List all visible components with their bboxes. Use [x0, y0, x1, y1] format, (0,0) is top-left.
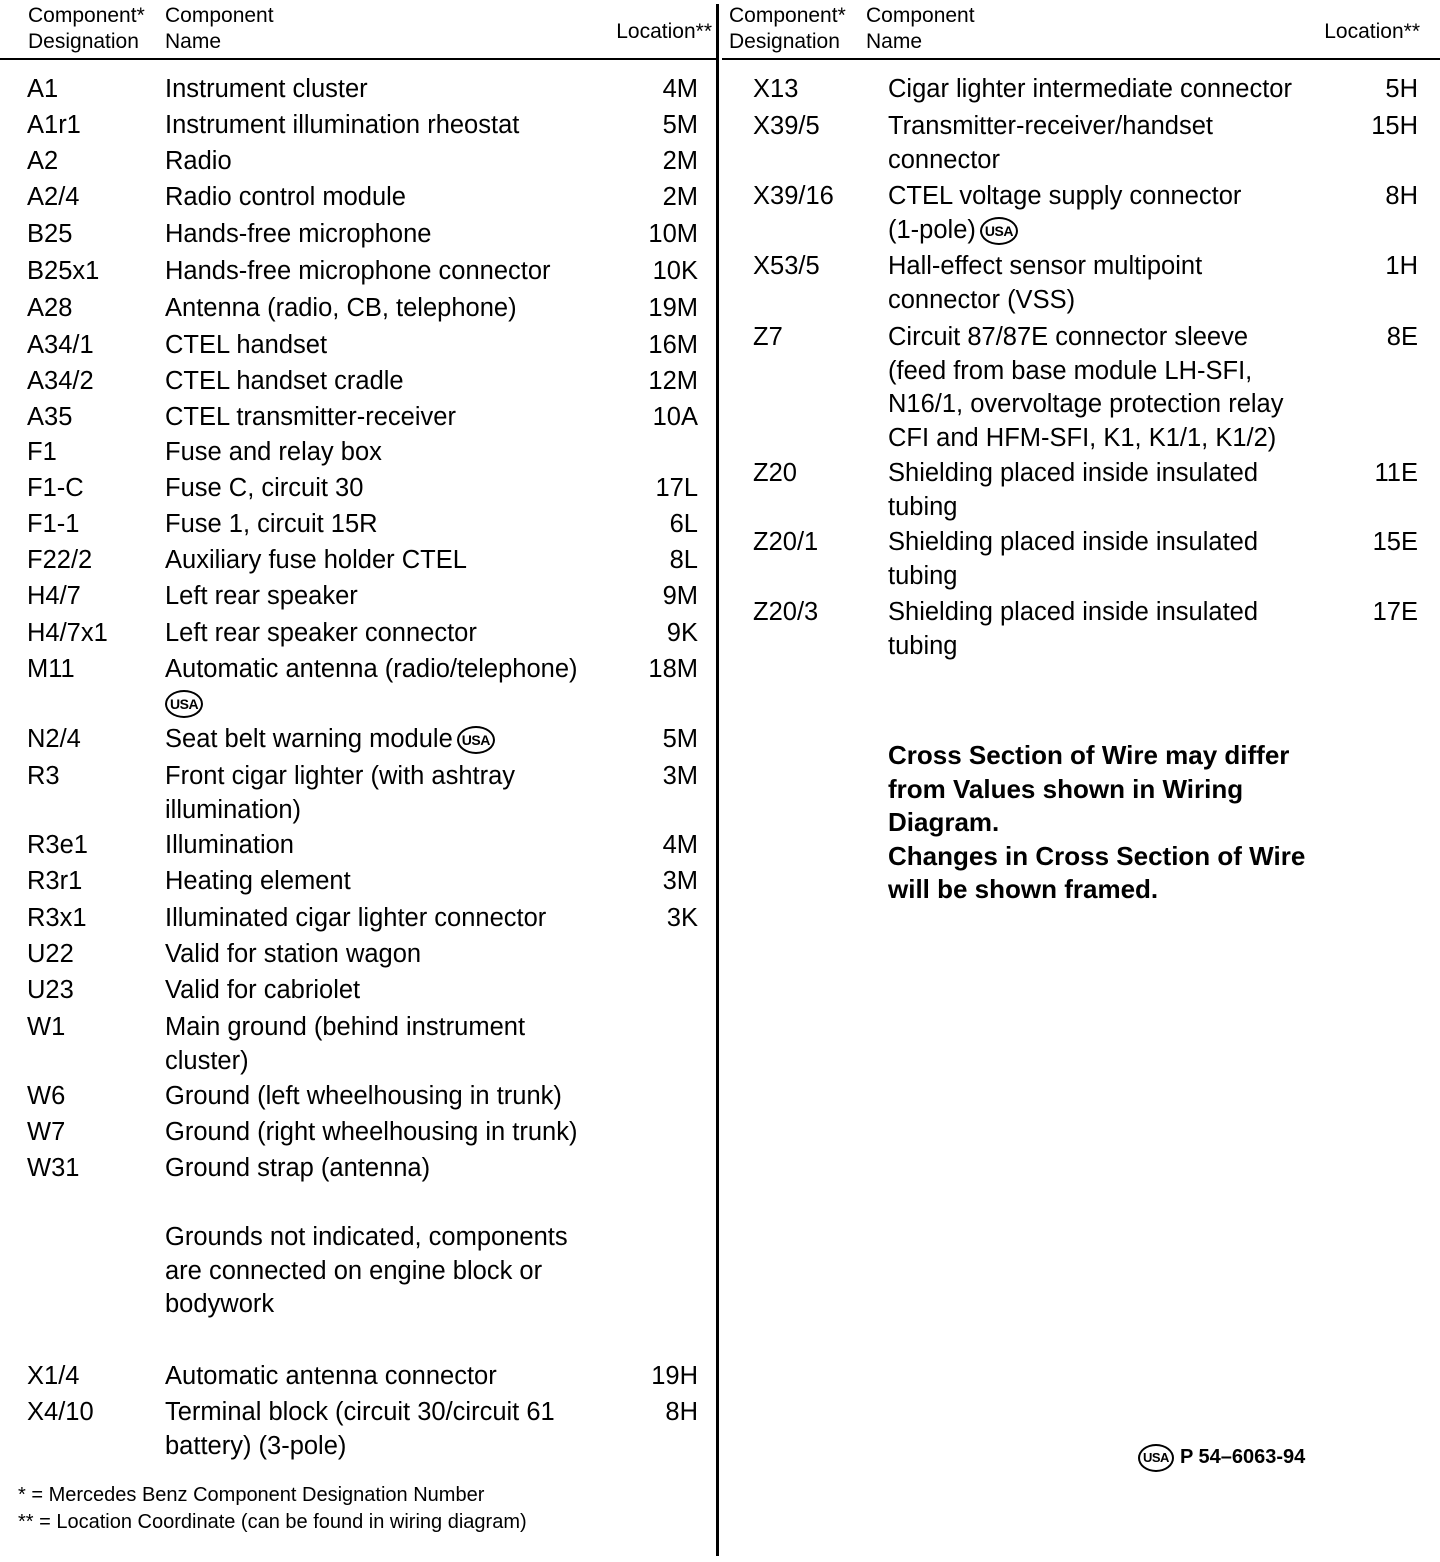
- component-name-line: Hall-effect sensor multipoint: [888, 252, 1203, 280]
- component-name: [165, 436, 382, 470]
- component-designation: M11: [27, 655, 75, 683]
- component-name: [165, 580, 358, 614]
- component-name: [165, 1221, 568, 1322]
- component-name: [165, 472, 363, 506]
- header-name: Component Name: [866, 4, 975, 53]
- component-name-line: are connected on engine block or: [165, 1256, 543, 1285]
- component-designation: W6: [27, 1082, 66, 1110]
- right-column: [722, 0, 1440, 660]
- component-name: [165, 974, 360, 1008]
- component-location: 12M: [648, 367, 698, 395]
- component-name-line: tubing: [888, 561, 958, 590]
- footnote-location: ** = Location Coordinate (can be found in wiring diagram): [18, 1511, 527, 1533]
- component-location: 8H: [665, 1398, 698, 1426]
- component-name-line: Cigar lighter intermediate connector: [888, 75, 1292, 103]
- component-location: 2M: [662, 147, 698, 175]
- component-name-line: Circuit 87/87E connector sleeve: [888, 323, 1249, 351]
- component-location: 2M: [662, 183, 698, 211]
- component-designation: A1r1: [27, 111, 81, 139]
- component-designation: R3e1: [27, 831, 88, 859]
- component-designation: A28: [27, 294, 73, 322]
- component-name-line: Shielding placed inside insulated: [888, 459, 1259, 487]
- component-name-line: Radio control module: [165, 183, 406, 211]
- component-name: [165, 145, 232, 179]
- component-designation: B25x1: [27, 257, 100, 285]
- component-designation: Z20: [753, 459, 797, 487]
- component-location: 10K: [652, 257, 698, 285]
- component-location: 18M: [648, 655, 698, 683]
- component-designation: F1-C: [27, 474, 84, 502]
- component-designation: Z20/1: [753, 528, 819, 556]
- component-name: [165, 181, 406, 215]
- header-designation: Component* Designation: [28, 4, 145, 53]
- component-designation: U22: [27, 940, 74, 968]
- left-table-header: [0, 0, 716, 60]
- component-name-line: Hands-free microphone: [165, 220, 432, 248]
- component-name-line: connector: [888, 145, 1000, 174]
- component-location: 9K: [666, 619, 698, 647]
- component-designation: B25: [27, 220, 73, 248]
- component-designation: U23: [27, 976, 74, 1004]
- component-name: [888, 321, 1283, 455]
- component-location: 3M: [662, 762, 698, 790]
- component-name-line: Left rear speaker: [165, 582, 358, 610]
- component-name-line: CTEL voltage supply connector: [888, 182, 1242, 210]
- component-location: 10M: [648, 220, 698, 248]
- component-name: [165, 365, 404, 399]
- component-location: 6L: [669, 510, 698, 538]
- component-designation: F1-1: [27, 510, 80, 538]
- component-location: 3M: [662, 867, 698, 895]
- component-name-line: CTEL handset cradle: [165, 367, 404, 395]
- component-location: 5M: [662, 725, 698, 753]
- component-location: 4M: [662, 75, 698, 103]
- component-name-line: (1-pole): [888, 215, 976, 244]
- component-name-line: N16/1, overvoltage protection relay: [888, 390, 1284, 418]
- component-name: [165, 544, 467, 578]
- header-name: Component Name: [165, 4, 274, 53]
- usa-mark-icon: USA: [457, 726, 495, 754]
- component-name-line: bodywork: [165, 1290, 275, 1318]
- component-name-line: Antenna (radio, CB, telephone): [165, 294, 517, 322]
- right-table-header: [722, 0, 1440, 60]
- component-name: [165, 723, 495, 757]
- component-designation: R3: [27, 762, 60, 790]
- component-designation: X39/16: [753, 182, 834, 210]
- component-name: [888, 250, 1202, 317]
- component-name: [165, 938, 421, 972]
- document-reference: [1138, 1440, 1305, 1474]
- component-designation: A35: [27, 403, 73, 431]
- component-name-line: Illuminated cigar lighter connector: [165, 904, 547, 932]
- component-designation: A2/4: [27, 183, 80, 211]
- usa-mark-icon: USA: [1138, 1444, 1174, 1472]
- component-name-line: Transmitter-receiver/handset: [888, 112, 1214, 140]
- component-name-line: Shielding placed inside insulated: [888, 528, 1259, 556]
- usa-mark-icon: USA: [165, 690, 203, 718]
- component-name-line: connector (VSS): [888, 285, 1076, 314]
- component-name: [165, 73, 368, 107]
- component-name: [165, 329, 327, 363]
- component-name-line: Left rear speaker connector: [165, 619, 477, 647]
- component-name: [165, 829, 294, 863]
- component-designation: X39/5: [753, 112, 820, 140]
- component-designation: A2: [27, 147, 59, 175]
- component-name: [165, 1011, 525, 1078]
- component-name-line: Instrument illumination rheostat: [165, 111, 520, 139]
- component-name-line: Ground (right wheelhousing in trunk): [165, 1118, 578, 1146]
- left-column: [0, 0, 716, 1460]
- component-name: [165, 292, 517, 326]
- usa-mark-icon: USA: [980, 217, 1018, 245]
- component-name-line: cluster): [165, 1046, 249, 1075]
- component-designation: H4/7x1: [27, 619, 108, 647]
- component-designation: W7: [27, 1118, 66, 1146]
- header-location: Location**: [616, 20, 712, 43]
- component-location: 5H: [1385, 75, 1418, 103]
- component-name: [165, 109, 519, 143]
- component-designation: Z20/3: [753, 598, 819, 626]
- component-location: 5M: [662, 111, 698, 139]
- component-name-line: Ground (left wheelhousing in trunk): [165, 1082, 562, 1110]
- component-designation: X13: [753, 75, 799, 103]
- footnote-designation: * = Mercedes Benz Component Designation Number: [18, 1484, 485, 1506]
- component-name: [165, 255, 551, 289]
- footnotes: [18, 1482, 527, 1536]
- component-name-line: Terminal block (circuit 30/circuit 61: [165, 1398, 555, 1426]
- component-name-line: Auxiliary fuse holder CTEL: [165, 546, 467, 574]
- component-name: [165, 508, 378, 542]
- component-name-line: Heating element: [165, 867, 351, 895]
- component-designation: A34/2: [27, 367, 94, 395]
- component-designation: F22/2: [27, 546, 93, 574]
- component-location: 8H: [1385, 182, 1418, 210]
- component-designation: X1/4: [27, 1362, 80, 1390]
- component-name: [165, 1116, 577, 1150]
- component-name: [165, 401, 456, 435]
- component-designation: F1: [27, 438, 57, 466]
- reference-number: P 54–6063-94: [1179, 1446, 1306, 1468]
- component-name: [165, 1080, 562, 1114]
- component-name-line: Automatic antenna (radio/telephone): [165, 655, 578, 683]
- component-name-line: Main ground (behind instrument: [165, 1013, 526, 1041]
- component-name-line: CTEL handset: [165, 331, 328, 359]
- component-location: 15H: [1371, 112, 1418, 140]
- component-designation: R3r1: [27, 867, 83, 895]
- component-location: 11E: [1374, 459, 1418, 487]
- component-name-line: Fuse C, circuit 30: [165, 474, 364, 502]
- component-designation: Z7: [753, 323, 783, 351]
- component-name-line: Front cigar lighter (with ashtray: [165, 762, 516, 790]
- component-name-line: illumination): [165, 795, 302, 824]
- component-name-line: Grounds not indicated, components: [165, 1223, 568, 1251]
- component-name-line: CTEL transmitter-receiver: [165, 403, 456, 431]
- component-designation: N2/4: [27, 725, 81, 753]
- component-designation: R3x1: [27, 904, 87, 932]
- component-name: [888, 110, 1213, 177]
- component-name: [165, 902, 546, 936]
- component-location: 4M: [662, 831, 698, 859]
- component-name-line: Hands-free microphone connector: [165, 257, 551, 285]
- component-designation: A1: [27, 75, 59, 103]
- component-name: [888, 180, 1241, 247]
- component-name-line: Valid for station wagon: [165, 940, 422, 968]
- component-name-line: Instrument cluster: [165, 75, 368, 103]
- component-location: 9M: [662, 582, 698, 610]
- component-name: [165, 617, 477, 651]
- component-location: 19H: [651, 1362, 698, 1390]
- component-location: 19M: [648, 294, 698, 322]
- component-name-line: Fuse and relay box: [165, 438, 382, 466]
- component-name: [888, 596, 1258, 663]
- component-location: 8E: [1386, 323, 1418, 351]
- component-designation: W1: [27, 1013, 66, 1041]
- component-name-line: Radio: [165, 147, 232, 175]
- component-name: [165, 218, 431, 252]
- column-divider: [716, 4, 719, 1556]
- component-name-line: tubing: [888, 492, 958, 521]
- component-name: [165, 653, 578, 720]
- component-name: [888, 73, 1292, 107]
- component-name-line: Valid for cabriolet: [165, 976, 361, 1004]
- component-name-line: Illumination: [165, 831, 294, 859]
- component-name-line: tubing: [888, 631, 958, 660]
- header-location: Location**: [1324, 20, 1420, 43]
- component-name: [888, 457, 1258, 524]
- component-name-line: CFI and HFM-SFI, K1, K1/1, K1/2): [888, 423, 1277, 452]
- component-location: 15E: [1372, 528, 1418, 556]
- component-name-line: Fuse 1, circuit 15R: [165, 510, 378, 538]
- component-location: 17L: [655, 474, 698, 502]
- component-location: 10A: [652, 403, 698, 431]
- component-name-line: Ground strap (antenna): [165, 1154, 431, 1182]
- component-designation: X4/10: [27, 1398, 94, 1426]
- wire-cross-section-note: Cross Section of Wire may differ from Values shown in Wiring Diagram. Changes in Cross Section of Wire will be shown framed.: [888, 740, 1306, 904]
- component-location: 17E: [1372, 598, 1418, 626]
- component-name: [165, 760, 515, 827]
- component-location: 16M: [648, 331, 698, 359]
- component-location: 3K: [666, 904, 698, 932]
- component-name: [888, 526, 1258, 593]
- component-name: [165, 1396, 555, 1463]
- component-name-line: (feed from base module LH-SFI,: [888, 356, 1253, 385]
- component-designation: X53/5: [753, 252, 820, 280]
- component-name: [165, 865, 351, 899]
- header-designation: Component* Designation: [729, 4, 846, 53]
- component-designation: H4/7: [27, 582, 81, 610]
- component-name-line: Seat belt warning module: [165, 725, 453, 753]
- component-designation: W31: [27, 1154, 80, 1182]
- component-name: [165, 1360, 497, 1394]
- component-location: 1H: [1385, 252, 1418, 280]
- component-name: [165, 1152, 430, 1186]
- component-name-line: Automatic antenna connector: [165, 1362, 497, 1390]
- component-designation: A34/1: [27, 331, 94, 359]
- component-location: 8L: [669, 546, 698, 574]
- component-name-line: Shielding placed inside insulated: [888, 598, 1259, 626]
- component-name-line: battery) (3-pole): [165, 1431, 347, 1460]
